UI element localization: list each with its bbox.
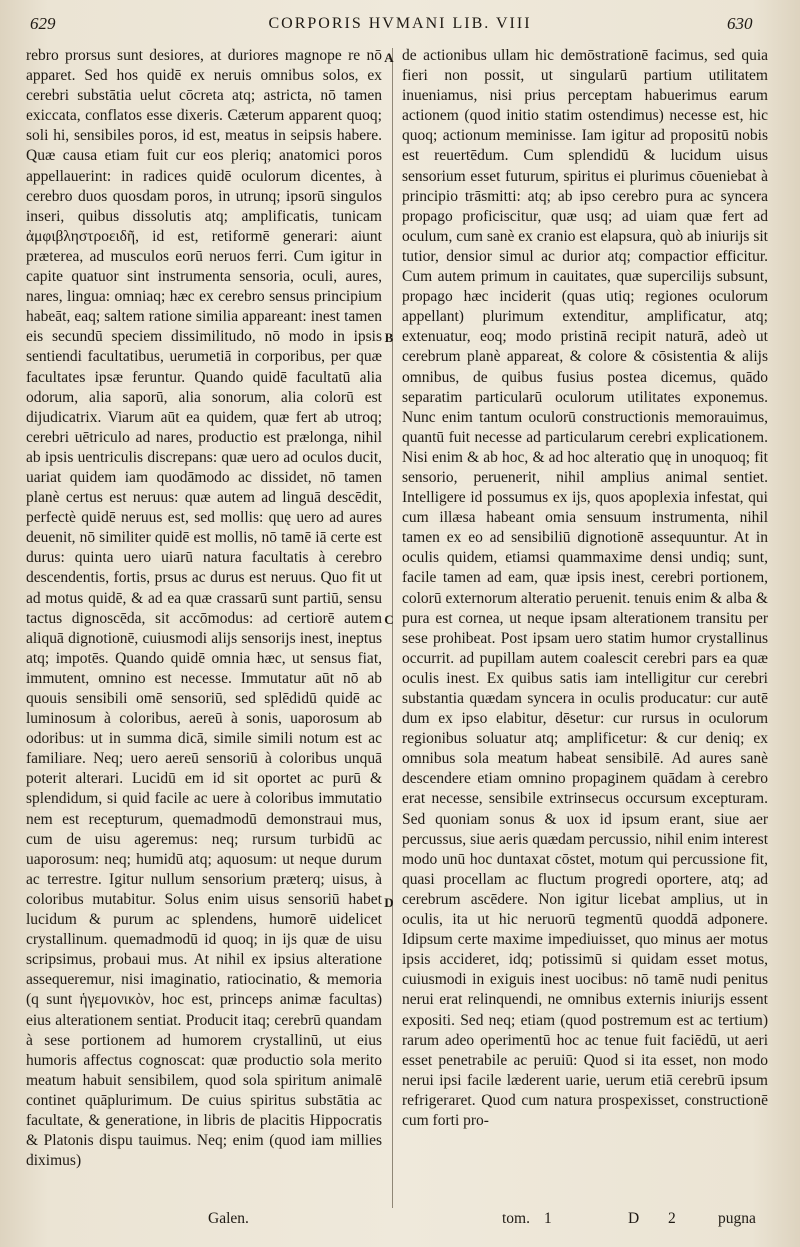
left-column-text: rebro prorsus sunt desiores, at duriores magnope re nō apparet. Sed hos quidē ex neruis omnibus solos, ex cerebri substātia uelut cōcreta atq; astricta, nō tamen exiccata, conflatos esse dixeris. Cæterum apparent quoq; soli hi, sensibiles poros, id est, meatus in seipsis habere. Quæ causa etiam fuit cur eos pleriq; anatomici poros appellauerint: in radices quidē oculorum dicentes, à cerebro duos quosdam poros, in utrunq; ipsorū singulos inseri, quibus dissolutis atq; amplificatis, tunicam ἀμφιβληστροειδῆ, id est, retiformē generari: aiunt præterea, ad musculos eorū neruos ferri. Cum igitur in capite quatuor sint instrumenta sensoria, oculi, aures, nares, lingua: omniaq; hæc ex cerebro sensus principium habeāt, eaq; saltem ratione similia appareant: inest tamen eis secundū speciem dissimilitudo, nō modo in ipsis sentiendi facultatibus, uerumetiā in corporibus, per quæ facultates ipsæ feruntur. Quando quidē facultatū alia odorum, alia saporū, alia sonorum, alia colorū est dijudicatrix. Viarum aūt ea quidem, quæ fert ab utroq; cerebri uētriculo ad nares, productio est prælonga, nihil ab ipsis uentriculis discrepans: quæ uero ad oculos ducit, uariat quidem iam quodāmodo ac dissidet, nō tamen planè certus est neruus: quæ autem ad linguā descēdit, perfectè quidē neruus est, sed mollis: quę uero ad aures deuenit, nō similiter quidē est mollis, nō tamē iā certe est durus: quinta uero uiarū natura facultatis à cerebro descendentis, fortis, prsus ac durus est neruus. Quo fit ut ad motus quidē, & ad ea quæ crassarū sunt partiū, sensu tactus dignoscēda, sit accōmodus: ad certiorē autem aliquā dignotionē, cuiusmodi alijs sensorijs inest, ineptus atq; impotēs. Quando quidē omnia hæc, ut sensus fiat, immutent, omnino est necesse. Immutatur aūt nō ab quouis sensibili omē sensoriū, sed splēdidū quidē ac luminosum à coloribus, aereū à sonis, uaporosum ab odoribus: ut in summa dicā, simile simili notum est ac familiare. Neq; uero aereū sensoriū à coloribus unquā poterit alterari. Lucidū em id sit oportet ac purū & splendidum, si quid facile ac uere à coloribus immutatio nem est recepturum, quemadmodū demonstraui mus, cum de uisu ageremus: neq; rursum turbidū ac uaporosum: neq; humidū atq; aquosum: ut neque durum ac terrestre. Igitur nullum sensorium præterq; uisus, à coloribus mutabitur. Solus enim uisus sensoriū habet lucidum & purum ac splendens, humorē uidelicet crystallinum. quemadmodū id quoq; in ijs quæ de uisu scripsimus, probaui mus. At nihil ex ipsius alteratione assequeremur, nisi imaginatio, ratiocinatio, & memoria (q sunt ἡγεμονικὸν, hoc est, princeps animæ facultas) eius alterationem sentiat. Producit itaq; cerebrū quandam à sese portionem ad humorem crystallinū, ut eius humoris affectus cognoscat: quæ productio sola merito meatum habuit sensibilem, quod sola spiritum animalē continet quāplurimum. De cuius spiritus substātia ac facultate, & generatione, in libris de placitis Hippocratis & Platonis dispu tauimus. Neq; enim (quod iam millies diximus) <box>26 47 382 1170</box>
tom-label: tom. <box>502 1210 530 1227</box>
running-title: CORPORIS HVMANI LIB. VIII <box>268 15 532 32</box>
catchword-right: pugna <box>718 1210 756 1227</box>
signature-mark: D <box>628 1210 640 1227</box>
signature-number: 2 <box>668 1210 676 1227</box>
page-footer <box>0 1210 800 1240</box>
margin-marker-d: D <box>384 895 394 910</box>
margin-marker-a: A <box>384 50 394 65</box>
page-number-right: 630 <box>727 14 753 33</box>
right-column-text: de actionibus ullam hic demōstrationē facimus, sed quia fieri non possit, ut singularū partium utilitatem inueniamus, nisi prius perceptam habuerimus earum actionem (quod initio statim ostendimus) necesse est, hic quoq; actionum meminisse. Iam igitur ad propositū nobis est reuertēdum. Cum splendidū & lucidum uisus sensorium esset futurum, spiritus ei plurimus cōueniebat à principio trāsmitti: atq; ab ipso cerebro pura ac syncera propago proficiscitur, quæ usq; ad uiam quæ fert ad oculum, cum sanè ex cranio est elapsura, quò ab iniurijs sit tutior, densior simul ac durior atq; compactior efficitur. Cum autem primum in cauitates, quæ supercilijs subsunt, propago hæc inciderit (quas utiq; regiones oculorum appellant) plurimum extenditur, amplificatur, atq; extenuatur, eoq; modo pristinā recipit naturā, adeò ut cerebrum planè appareat, & colore & cōsistentia & alijs omnibus, de quibus fusius postea dicemus, quādo separatim particularū oculorum utilitates exponemus. Nunc enim tantum oculorū constructionis memorauimus, quantū fuit necesse ad particularum cerebri explicationem. Nisi enim & ab hoc, & ad hoc alteratio quę in unoquoq; fit sensorio, peruenerit, nihil amplius animal sentiet. Intelligere id possumus ex ijs, quos apoplexia infestat, qui cum illæsa habeant omia sensuum instrumenta, nihil tamen ex eo ad sensibiliū dignotionē assequuntur. At in oculis quidem, etiamsi quammaxime densi undiq; sunt, facile tamen ad eam, quæ ipsis inest, cerebri portionem, colorū externorum alteratio peruenit. tenuis enim & alba & pura est cornea, ut neque ipsam alterationem transitu per sese prohibeat. Post ipsam uero statim humor crystallinus occurrit. ad pupillam autem coalescit cerebri pars ea quæ oculis inest. Ex quibus satis iam intelligitur cur cerebri substantia quædam syncera in oculis producatur: cur autē dum ex ipso elabitur, dēsetur: cur rursus in oculorum regionibus soluatur atq; amplificetur: & cur deniq; ex omnibus sola meatum habeat sensibilē. Ad aures sanè descendere etiam omnino propaginem quādam à cerebro erat necesse, sensibile extrinsecus occursum excepturam. Sed quoniam sonus & uox id ipsum erant, siue aer percussus, siue aeris quædam percussio, nihil enim interest modo unū hoc duntaxat cōstet, motum qui percussione fit, quasi procellam ac fluctum progredi oportere, atq; ad cerebrum ascēdere. Non igitur licebat amplius, ut in oculis, ita ut hic neruorū tegmentū quoddā adponere. Idipsum certe maxime impediuisset, quo minus aer motus ipsis accideret, idq; potissimū si quidam esset motus, cuiusmodi in exiguis inest uocibus: nō tamē nudi penitus nerui erat relinquendi, ne omnibus externis iniurijs essent expositi. Sed neq; etiam (quod postremum est ac tertium) rarum adeo operimentū hoc ac tenue fuit faciēdū, ut aeri esset penetrabile ac peruiū: Quod si ita esset, non modo nerui ipsi facile læderent uarie, uerum etiā cerebrū ipsum refrigeraret. Quod cum natura prospexisset, constructionē cum forti pro- <box>402 47 768 1129</box>
margin-marker-c: C <box>384 612 394 627</box>
margin-marker-b: B <box>384 330 394 345</box>
page-header <box>0 0 800 46</box>
tom-number: 1 <box>544 1210 552 1227</box>
catchword-left: Galen. <box>208 1210 249 1227</box>
page-number-left: 629 <box>30 14 56 33</box>
column-divider <box>392 48 393 1208</box>
text-column-right <box>402 46 768 1131</box>
text-column-left <box>26 46 382 1171</box>
